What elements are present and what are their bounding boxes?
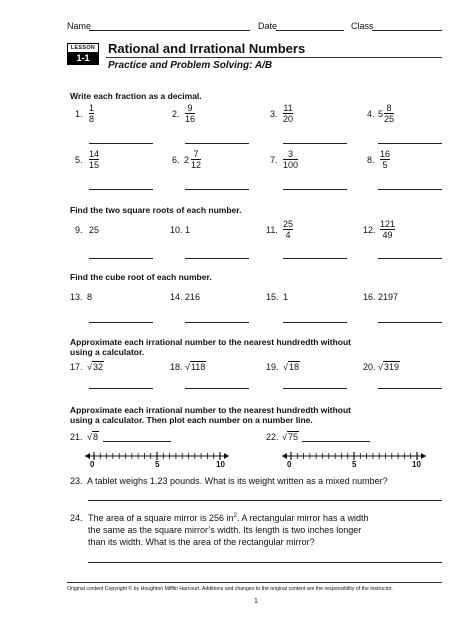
q21-radicand: 8 bbox=[92, 432, 98, 442]
class-label: Class bbox=[351, 21, 374, 31]
q3-number: 3. bbox=[270, 109, 278, 119]
q24-text-line2: the same as the square mirror’s width. Its length is two inches longer bbox=[88, 525, 362, 535]
q11-numerator: 25 bbox=[283, 219, 294, 229]
q12-numerator: 121 bbox=[380, 219, 396, 229]
q3-numerator: 11 bbox=[283, 103, 293, 113]
q3-answer-line[interactable] bbox=[283, 143, 347, 144]
q7-fraction bbox=[283, 149, 298, 170]
q22-radicand: 75 bbox=[287, 432, 298, 442]
lesson-subtitle: Practice and Problem Solving: A/B bbox=[108, 60, 273, 71]
q24-answer-line[interactable] bbox=[88, 562, 442, 563]
section4-instruction-line1: Approximate each irrational number to the nearest hundredth without bbox=[70, 337, 352, 347]
q21-number-line-label-0: 0 bbox=[90, 460, 95, 469]
q12-number: 12. bbox=[363, 225, 376, 235]
name-field[interactable] bbox=[89, 30, 250, 31]
q6-fraction bbox=[191, 149, 201, 170]
q7-number: 7. bbox=[270, 155, 278, 165]
q17-radical: √32 bbox=[87, 362, 103, 372]
q4-number: 4. bbox=[367, 109, 375, 119]
q22-number-line-label-5: 5 bbox=[352, 460, 357, 469]
q10-answer-line[interactable] bbox=[185, 258, 249, 259]
q5-fraction bbox=[89, 149, 99, 170]
q1-numerator: 1 bbox=[89, 103, 95, 113]
q2-fraction bbox=[185, 103, 195, 124]
q22-answer-line[interactable] bbox=[302, 441, 370, 442]
q22-number-line-label-0: 0 bbox=[287, 460, 292, 469]
q15-answer-line[interactable] bbox=[283, 322, 347, 323]
class-field[interactable] bbox=[372, 30, 442, 31]
q1-number: 1. bbox=[75, 109, 83, 119]
q2-denominator: 16 bbox=[185, 114, 196, 124]
q5-answer-line[interactable] bbox=[89, 189, 153, 190]
q24-number: 24. bbox=[70, 513, 83, 523]
q8-numerator: 16 bbox=[380, 149, 391, 159]
q13-value: 8 bbox=[87, 292, 93, 302]
q23-text: A tablet weighs 1.23 pounds. What is its weight written as a mixed number? bbox=[87, 476, 388, 486]
q8-answer-line[interactable] bbox=[378, 189, 442, 190]
q22-radical: √75 bbox=[282, 432, 298, 442]
q21-radical: √8 bbox=[87, 432, 98, 442]
q11-answer-line[interactable] bbox=[283, 258, 347, 259]
name-label: Name bbox=[67, 21, 92, 31]
q24-text-line1-a: The area of a square mirror is 256 in bbox=[88, 513, 234, 523]
q9-value: 25 bbox=[89, 225, 100, 235]
q6-numerator: 7 bbox=[193, 149, 199, 159]
lesson-title: Rational and Irrational Numbers bbox=[108, 41, 306, 56]
q9-number: 9. bbox=[75, 225, 83, 235]
q14-value: 216 bbox=[185, 292, 201, 302]
q19-radicand: 18 bbox=[288, 362, 299, 372]
q20-number: 20. bbox=[363, 362, 376, 372]
q10-value: 1 bbox=[185, 225, 191, 235]
q7-denominator: 100 bbox=[283, 160, 299, 170]
q21-answer-line[interactable] bbox=[103, 441, 171, 442]
q21-number: 21. bbox=[70, 432, 83, 442]
q24-text-line1-b: . A rectangular mirror has a width bbox=[236, 513, 369, 523]
q3-fraction bbox=[283, 103, 293, 124]
q15-number: 15. bbox=[266, 292, 279, 302]
q6-denominator: 12 bbox=[191, 160, 202, 170]
right-arrow-icon bbox=[421, 453, 426, 459]
q13-number: 13. bbox=[70, 292, 83, 302]
q18-radicand: 118 bbox=[190, 362, 206, 372]
q2-number: 2. bbox=[172, 109, 180, 119]
q3-denominator: 20 bbox=[283, 114, 294, 124]
lesson-badge-label: LESSON bbox=[70, 45, 96, 51]
q17-radicand: 32 bbox=[92, 362, 103, 372]
q19-answer-line[interactable] bbox=[283, 388, 347, 389]
q2-numerator: 9 bbox=[187, 103, 193, 113]
q10-number: 10. bbox=[170, 225, 183, 235]
q17-answer-line[interactable] bbox=[89, 388, 153, 389]
footer-divider bbox=[67, 582, 442, 583]
q1-denominator: 8 bbox=[89, 114, 95, 124]
q21-number-line-label-10: 10 bbox=[216, 460, 225, 469]
q1-answer-line[interactable] bbox=[89, 143, 153, 144]
q12-fraction bbox=[380, 219, 395, 240]
section2-instruction: Find the two square roots of each number. bbox=[70, 205, 242, 215]
q20-radicand: 319 bbox=[383, 362, 399, 372]
lesson-badge bbox=[67, 43, 99, 65]
q7-answer-line[interactable] bbox=[283, 189, 347, 190]
q23-number: 23. bbox=[70, 476, 83, 486]
q5-numerator: 14 bbox=[89, 149, 100, 159]
q7-numerator: 3 bbox=[288, 149, 294, 159]
q14-number: 14. bbox=[170, 292, 183, 302]
lesson-badge-number: 1-1 bbox=[68, 52, 98, 65]
q9-answer-line[interactable] bbox=[89, 258, 153, 259]
q4-denominator: 25 bbox=[384, 114, 395, 124]
q2-answer-line[interactable] bbox=[185, 143, 249, 144]
q6-whole: 2 bbox=[184, 155, 190, 165]
q19-number: 19. bbox=[266, 362, 279, 372]
title-divider bbox=[106, 57, 442, 58]
q18-number: 18. bbox=[170, 362, 183, 372]
q18-answer-line[interactable] bbox=[185, 388, 249, 389]
q18-radical: √118 bbox=[185, 362, 206, 372]
q16-value: 2197 bbox=[378, 292, 399, 302]
q24-text-line1-sup: 2 bbox=[233, 513, 237, 519]
q12-answer-line[interactable] bbox=[378, 258, 442, 259]
section5-instruction-line1: Approximate each irrational number to the nearest hundredth without bbox=[70, 405, 352, 415]
q20-answer-line[interactable] bbox=[378, 388, 442, 389]
q13-answer-line[interactable] bbox=[89, 322, 153, 323]
section1-instruction: Write each fraction as a decimal. bbox=[70, 91, 202, 101]
q20-radical: √319 bbox=[378, 362, 399, 372]
q24-text-line1 bbox=[88, 513, 368, 524]
q8-number: 8. bbox=[367, 155, 375, 165]
q16-answer-line[interactable] bbox=[378, 322, 442, 323]
q1-fraction bbox=[89, 103, 94, 124]
q16-number: 16. bbox=[363, 292, 376, 302]
q23-answer-line[interactable] bbox=[88, 500, 442, 501]
q6-answer-line[interactable] bbox=[185, 189, 249, 190]
q17-number: 17. bbox=[70, 362, 83, 372]
page-number: 1 bbox=[254, 598, 258, 605]
section4-instruction-line2: using a calculator. bbox=[70, 347, 145, 357]
q4-fraction bbox=[384, 103, 394, 124]
q4-answer-line[interactable] bbox=[378, 143, 442, 144]
q19-radical: √18 bbox=[283, 362, 299, 372]
q8-fraction bbox=[380, 149, 390, 170]
q5-number: 5. bbox=[75, 155, 83, 165]
q11-fraction bbox=[283, 219, 293, 240]
q12-denominator: 49 bbox=[382, 230, 393, 240]
footer-copyright: Original content Copyright © by Houghton Mifflin Harcourt. Additions and changes to the original content are the responsibility of the instructor. bbox=[67, 586, 393, 592]
q22-number-line-label-10: 10 bbox=[412, 460, 421, 469]
q21-number-line-label-5: 5 bbox=[155, 460, 160, 469]
q4-numerator: 8 bbox=[386, 103, 392, 113]
q11-number: 11. bbox=[266, 225, 278, 235]
q8-denominator: 5 bbox=[382, 160, 388, 170]
date-label: Date bbox=[258, 21, 278, 31]
q14-answer-line[interactable] bbox=[185, 322, 249, 323]
section5-instruction-line2: using a calculator. Then plot each number on a number line. bbox=[70, 415, 313, 425]
q24-text-line3: than its width. What is the area of the rectangular mirror? bbox=[88, 537, 315, 547]
section3-instruction: Find the cube root of each number. bbox=[70, 272, 212, 282]
q4-whole: 5 bbox=[378, 109, 384, 119]
q22-number: 22. bbox=[266, 432, 279, 442]
q11-denominator: 4 bbox=[285, 230, 291, 240]
date-field[interactable] bbox=[276, 30, 344, 31]
q6-number: 6. bbox=[172, 155, 180, 165]
q5-denominator: 15 bbox=[89, 160, 100, 170]
q15-value: 1 bbox=[283, 292, 289, 302]
